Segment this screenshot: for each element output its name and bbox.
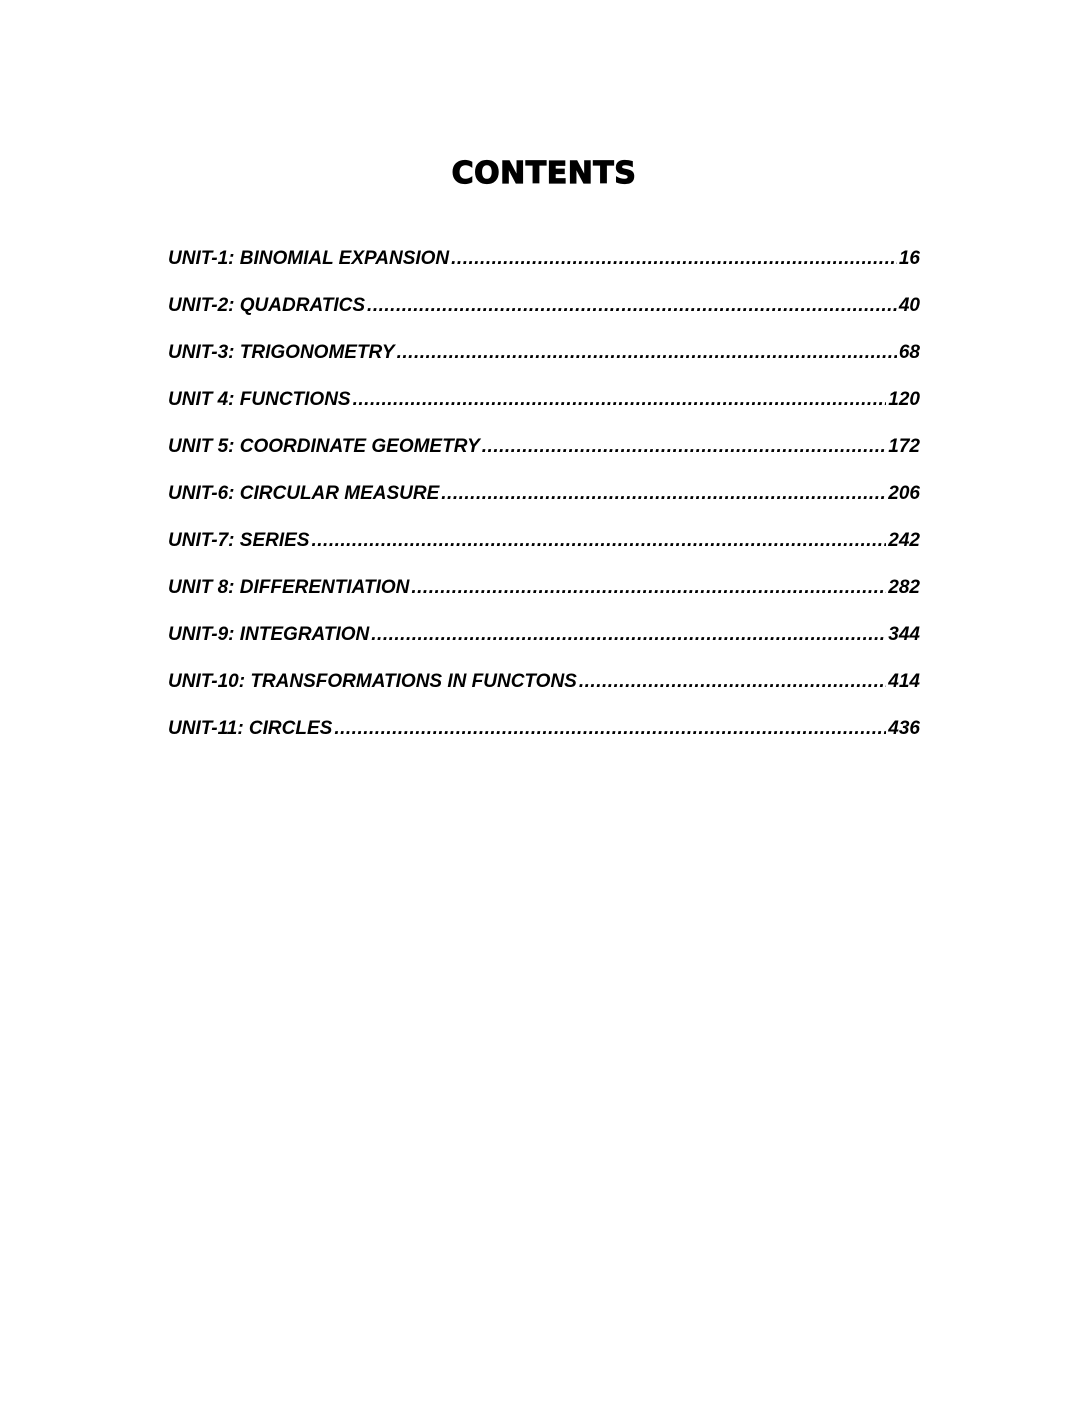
- toc-leader-dots: [371, 624, 886, 646]
- toc-entry-label: UNIT-2: QUADRATICS: [168, 295, 366, 316]
- toc-leader-dots: [311, 530, 886, 552]
- toc-entry-label: UNIT-10: TRANSFORMATIONS IN FUNCTONS: [168, 671, 577, 692]
- toc-entry-label: UNIT-1: BINOMIAL EXPANSION: [168, 248, 450, 269]
- toc-entry-label: UNIT-11: CIRCLES: [168, 718, 333, 739]
- toc-entry[interactable]: [168, 295, 920, 342]
- table-of-contents: [168, 248, 920, 765]
- toc-entry-page: 120: [888, 389, 920, 410]
- toc-entry[interactable]: [168, 577, 920, 624]
- toc-entry-page: 68: [898, 342, 920, 363]
- toc-leader-dots: [441, 483, 886, 505]
- toc-entry-page: 16: [898, 248, 920, 269]
- toc-entry-label: UNIT-6: CIRCULAR MEASURE: [168, 483, 440, 504]
- toc-entry-page: 282: [888, 577, 920, 598]
- toc-entry-page: 414: [888, 671, 920, 692]
- toc-leader-dots: [367, 295, 897, 317]
- toc-entry[interactable]: [168, 342, 920, 389]
- toc-leader-dots: [353, 389, 887, 411]
- toc-entry[interactable]: [168, 483, 920, 530]
- toc-entry-page: 206: [888, 483, 920, 504]
- page-title: CONTENTS: [451, 156, 637, 191]
- toc-leader-dots: [411, 577, 886, 599]
- toc-entry-label: UNIT 8: DIFFERENTIATION: [168, 577, 410, 598]
- toc-leader-dots: [451, 248, 897, 270]
- toc-leader-dots: [579, 671, 886, 693]
- toc-entry[interactable]: [168, 624, 920, 671]
- toc-entry-label: UNIT 5: COORDINATE GEOMETRY: [168, 436, 480, 457]
- toc-entry-page: 172: [888, 436, 920, 457]
- toc-leader-dots: [482, 436, 887, 458]
- toc-entry[interactable]: [168, 248, 920, 295]
- toc-entry-label: UNIT-3: TRIGONOMETRY: [168, 342, 395, 363]
- toc-entry-page: 40: [898, 295, 920, 316]
- toc-entry[interactable]: [168, 389, 920, 436]
- toc-entry[interactable]: [168, 671, 920, 718]
- toc-entry-label: UNIT-7: SERIES: [168, 530, 310, 551]
- toc-entry[interactable]: [168, 436, 920, 483]
- toc-leader-dots: [334, 718, 886, 740]
- toc-entry[interactable]: [168, 718, 920, 765]
- toc-entry-label: UNIT-9: INTEGRATION: [168, 624, 370, 645]
- toc-entry-page: 242: [888, 530, 920, 551]
- toc-entry-page: 344: [888, 624, 920, 645]
- toc-entry-label: UNIT 4: FUNCTIONS: [168, 389, 351, 410]
- toc-leader-dots: [397, 342, 897, 364]
- toc-entry[interactable]: [168, 530, 920, 577]
- toc-entry-page: 436: [888, 718, 920, 739]
